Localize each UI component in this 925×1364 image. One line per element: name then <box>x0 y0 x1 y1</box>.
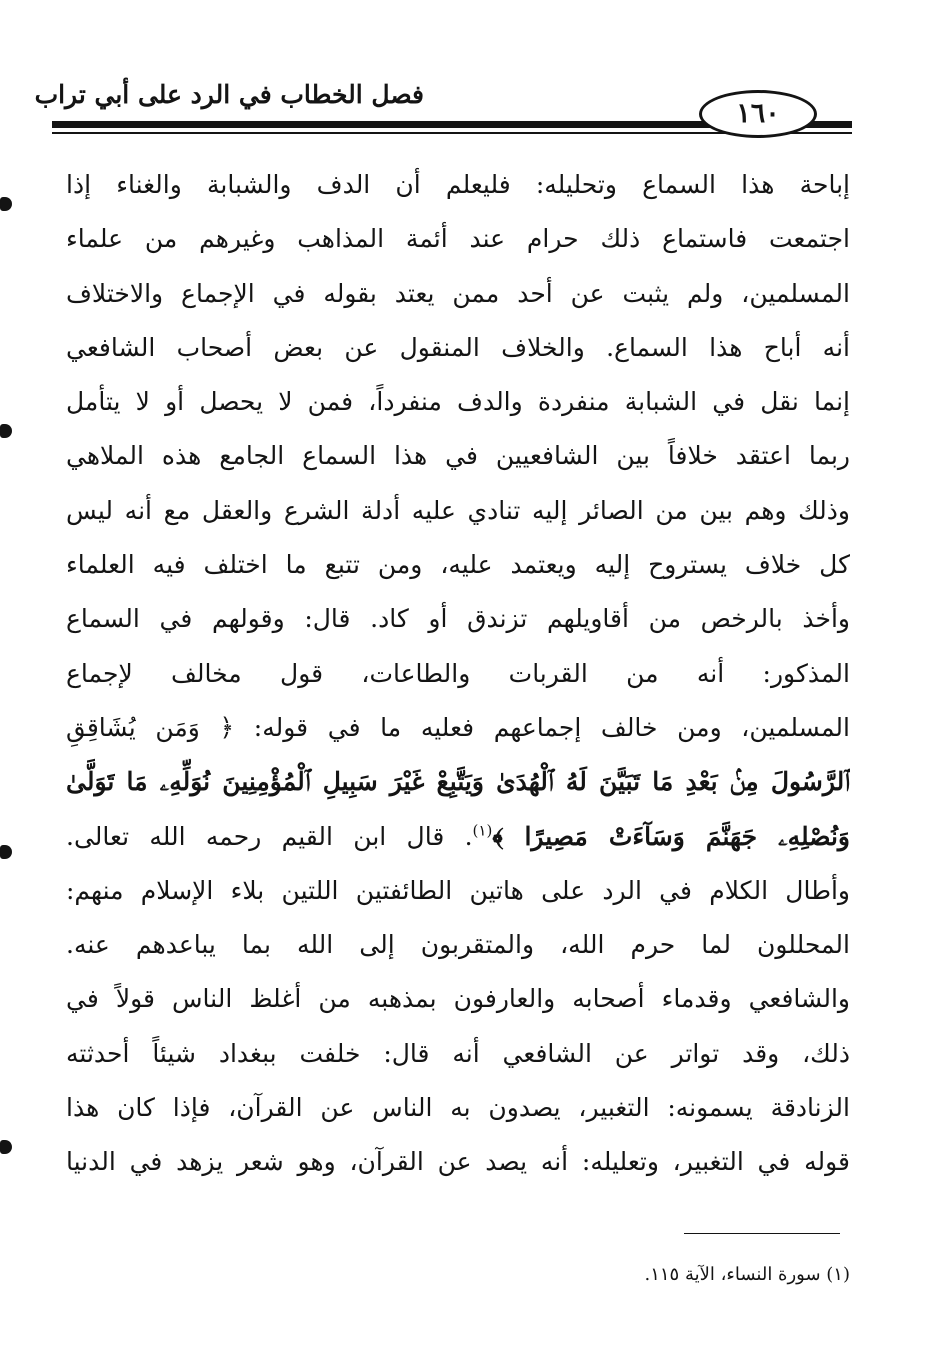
text-line-7: وذلك وهم بين من الصائر إليه تنادي عليه أدلة الشرع والعقل مع أنه ليس <box>66 495 850 525</box>
text-line-6: ربما اعتقد خلافاً بين الشافعيين في هذا السماع الجامع هذه الملاهي <box>66 441 850 471</box>
page-number: ١٦٠ <box>699 90 817 138</box>
binding-mark-icon <box>0 197 12 211</box>
text-line-17: ذلك، وقد تواتر عن الشافعي أنه قال: خلفت ببغداد شيئاً أحدثته <box>66 1038 850 1068</box>
text-line-16: والشافعي وقدماء أصحابه والعارفون بمذهبه من أغلظ الناس قولاً في <box>66 984 850 1014</box>
text-line-1: إباحة هذا السماع وتحليله: فليعلم أن الدف والشبابة والغناء إذا <box>66 170 850 199</box>
text-line-8: كل خلاف يستروح إليه ويعتمد عليه، ومن تتبع ما اختلف فيه العلماء <box>66 550 850 580</box>
text-line-19: قوله في التغبير، وتعليله: أنه يصد عن القرآن، وهو شعر يزهد في الدنيا <box>66 1147 850 1177</box>
body-text <box>66 158 850 1190</box>
text-line-14: وأطال الكلام في الرد على هاتين الطائفتين اللتين بلاء الإسلام منهم: <box>66 875 850 905</box>
text-line-13 <box>66 810 850 864</box>
text-line-4: أنه أباح هذا السماع. والخلاف المنقول عن بعض أصحاب الشافعي <box>66 332 850 362</box>
text-line-2: اجتمعت فاستماع ذلك حرام عند أئمة المذاهب وغيرهم من علماء <box>66 224 850 254</box>
footnote-separator <box>684 1233 840 1234</box>
text-line-3: المسلمين، ولم يثبت عن أحد ممن يعتد بقوله في الإجماع والاختلاف <box>66 278 850 308</box>
text-line-11: المسلمين، ومن خالف إجماعهم فعليه ما في قوله: ﴿ وَمَن يُشَاقِقِ <box>66 712 850 742</box>
text-line-10: المذكور: أنه من القربات والطاعات، قول مخالف لإجماع <box>66 658 850 688</box>
text-line-18: الزنادقة يسمونه: التغبير، يصدون به الناس عن القرآن، فإذا كان هذا <box>66 1093 850 1123</box>
text-line-5: إنما نقل في الشبابة منفردة والدف منفرداً، فمن لا يحصل أو لا يتأمل <box>66 387 850 417</box>
text-line-13-tail: . قال ابن القيم رحمه الله تعالى. <box>66 821 473 851</box>
binding-mark-icon <box>0 845 12 859</box>
binding-mark-icon <box>0 1140 12 1154</box>
footnote: (١) سورة النساء، الآية ١١٥. <box>644 1264 850 1285</box>
binding-mark-icon <box>0 424 12 438</box>
quran-verse-line: ٱلرَّسُولَ مِنۢ بَعْدِ مَا تَبَيَّنَ لَهُ ٱلْهُدَىٰ وَيَتَّبِعْ غَيْرَ سَبِيلِ ٱلْمُؤْمِنِينَ نُوَلِّهِۦ مَا تَوَلَّىٰ <box>66 767 850 797</box>
quran-verse-end: وَنُصْلِهِۦ جَهَنَّمَ وَسَآءَتْ مَصِيرًا ﴾ <box>492 821 850 851</box>
text-line-15: المحللون لما حرم الله، والمتقربون إلى الله بما يباعدهم عنه. <box>66 930 850 960</box>
footnote-reference[interactable]: (١) <box>472 821 493 840</box>
running-header-title: فصل الخطاب في الرد على أبي تراب <box>34 80 424 109</box>
text-line-9: وأخذ بالرخص من أقاويلهم تزندق أو كاد. قال: وقولهم في السماع <box>66 604 850 634</box>
